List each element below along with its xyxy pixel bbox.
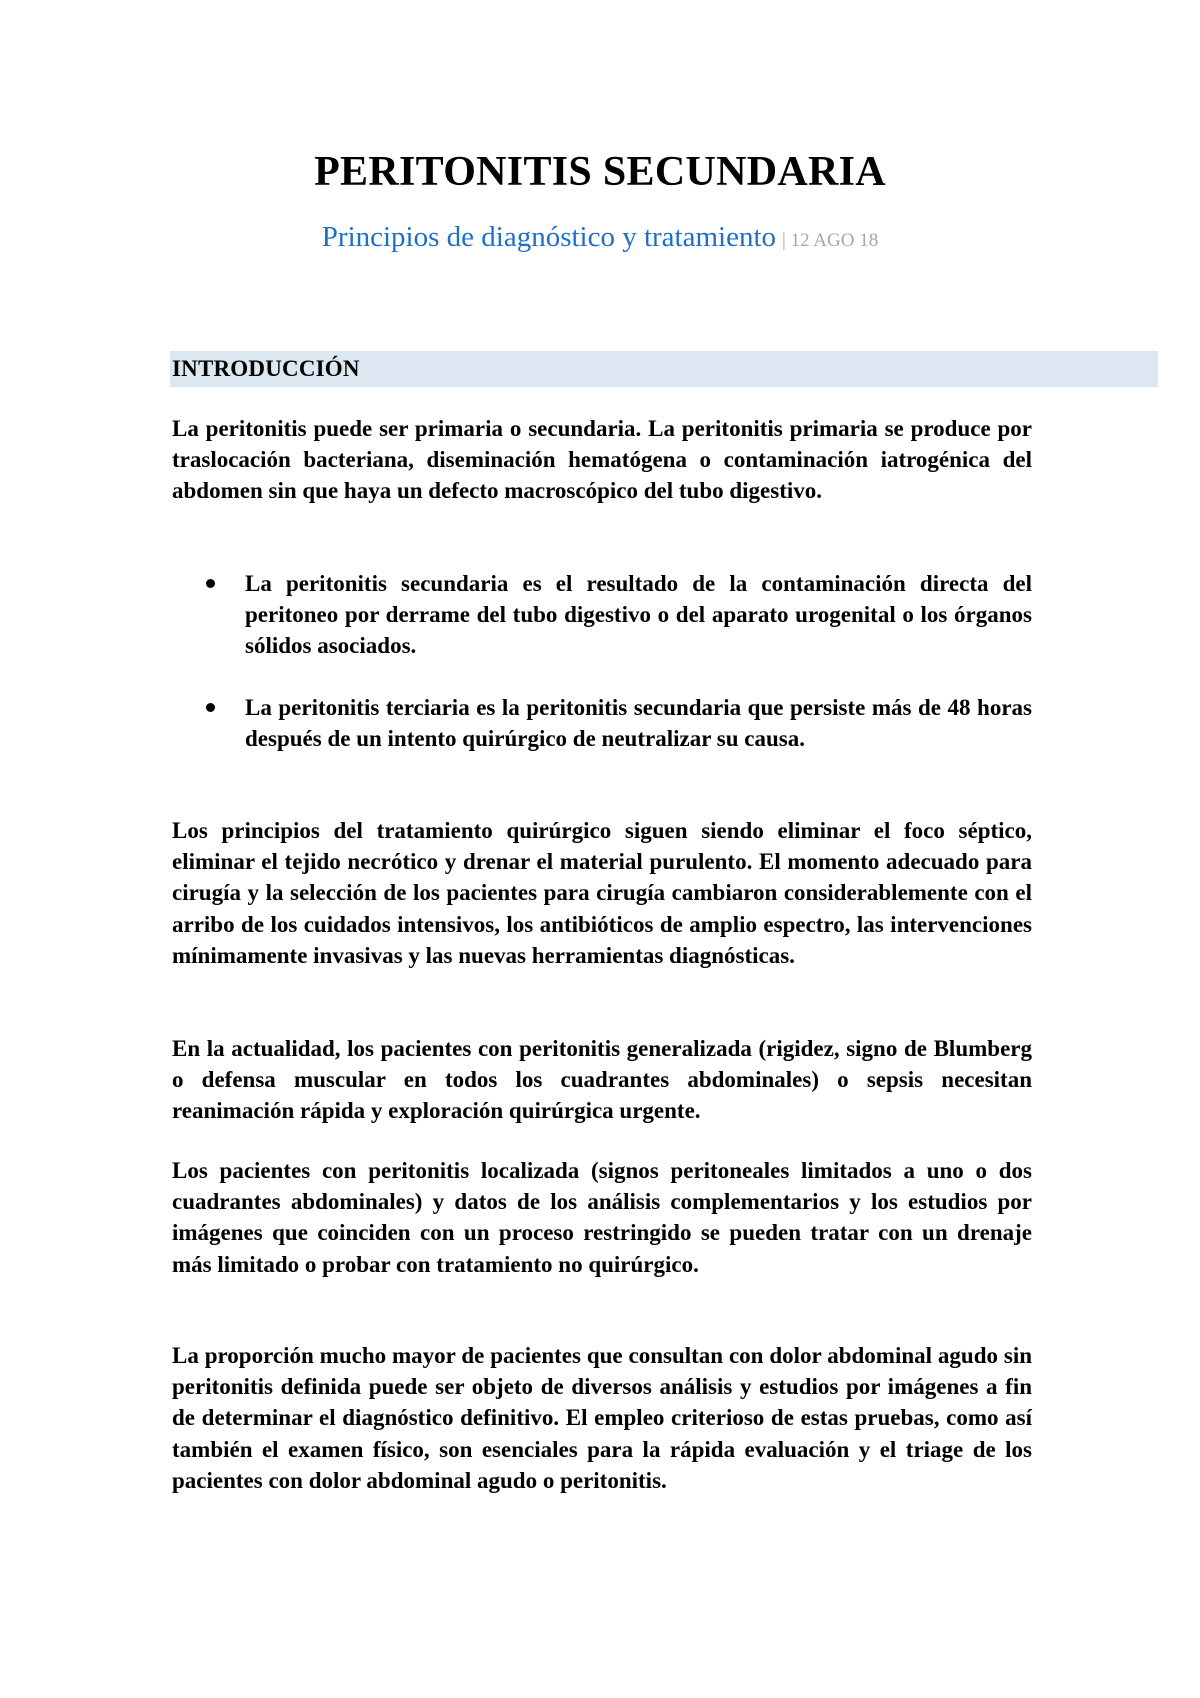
- section-heading: INTRODUCCIÓN: [172, 356, 360, 381]
- subtitle-line: [0, 217, 1200, 262]
- list-item: [202, 692, 1032, 754]
- list-item-text: La peritonitis terciaria es la peritonitis secundaria que persiste más de 48 horas después de un intento quirúrgico de neutralizar su causa.: [245, 694, 1032, 751]
- localized-peritonitis-paragraph: Los pacientes con peritonitis localizada (signos peritoneales limitados a uno o dos cuadrantes abdominales) y datos de los análisis complementarios y los estudios por imágenes que coinciden con un proceso restringido se pueden tratar con un drenaje más limitado o probar con tratamiento no quirúrgico.: [172, 1158, 1032, 1277]
- acute-abdominal-pain-paragraph: La proporción mucho mayor de pacientes que consultan con dolor abdominal agudo sin peritonitis definida puede ser objeto de diversos análisis y estudios por imágenes a fin de determinar el diagnóstico definitivo. El empleo criterioso de estas pruebas, como así también el examen físico, son esenciales para la rápida evaluación y el triage de los pacientes con dolor abdominal agudo o peritonitis.: [172, 1343, 1032, 1493]
- document-date: | 12 AGO 18: [782, 230, 879, 251]
- document-title: PERITONITIS SECUNDARIA: [314, 149, 886, 195]
- bullet-icon: [206, 703, 215, 712]
- treatment-principles-paragraph: Los principios del tratamiento quirúrgico siguen siendo eliminar el foco séptico, eliminar el tejido necrótico y drenar el material purulento. El momento adecuado para cirugía y la selección de los pacientes para cirugía cambiaron considerablemente con el arribo de los cuidados intensivos, los antibióticos de amplio espectro, las intervenciones mínimamente invasivas y las nuevas herramientas diagnósticas.: [172, 818, 1032, 968]
- list-item: [202, 568, 1032, 662]
- list-item-text: La peritonitis secundaria es el resultado de la contaminación directa del peritoneo por derrame del tubo digestivo o del aparato urogenital o los órganos sólidos asociados.: [245, 571, 1032, 659]
- intro-paragraph: La peritonitis puede ser primaria o secundaria. La peritonitis primaria se produce por traslocación bacteriana, diseminación hematógena o contaminación iatrogénica del abdomen sin que haya un defecto macroscópico del tubo digestivo.: [172, 416, 1032, 504]
- peritonitis-types-list: [202, 568, 1032, 784]
- bullet-icon: [206, 579, 215, 588]
- document-subtitle: Principios de diagnóstico y tratamiento: [321, 221, 777, 253]
- generalized-peritonitis-paragraph: En la actualidad, los pacientes con peritonitis generalizada (rigidez, signo de Blumberg o defensa muscular en todos los cuadrantes abdominales) o sepsis necesitan reanimación rápida y exploración quirúrgica urgente.: [172, 1036, 1032, 1124]
